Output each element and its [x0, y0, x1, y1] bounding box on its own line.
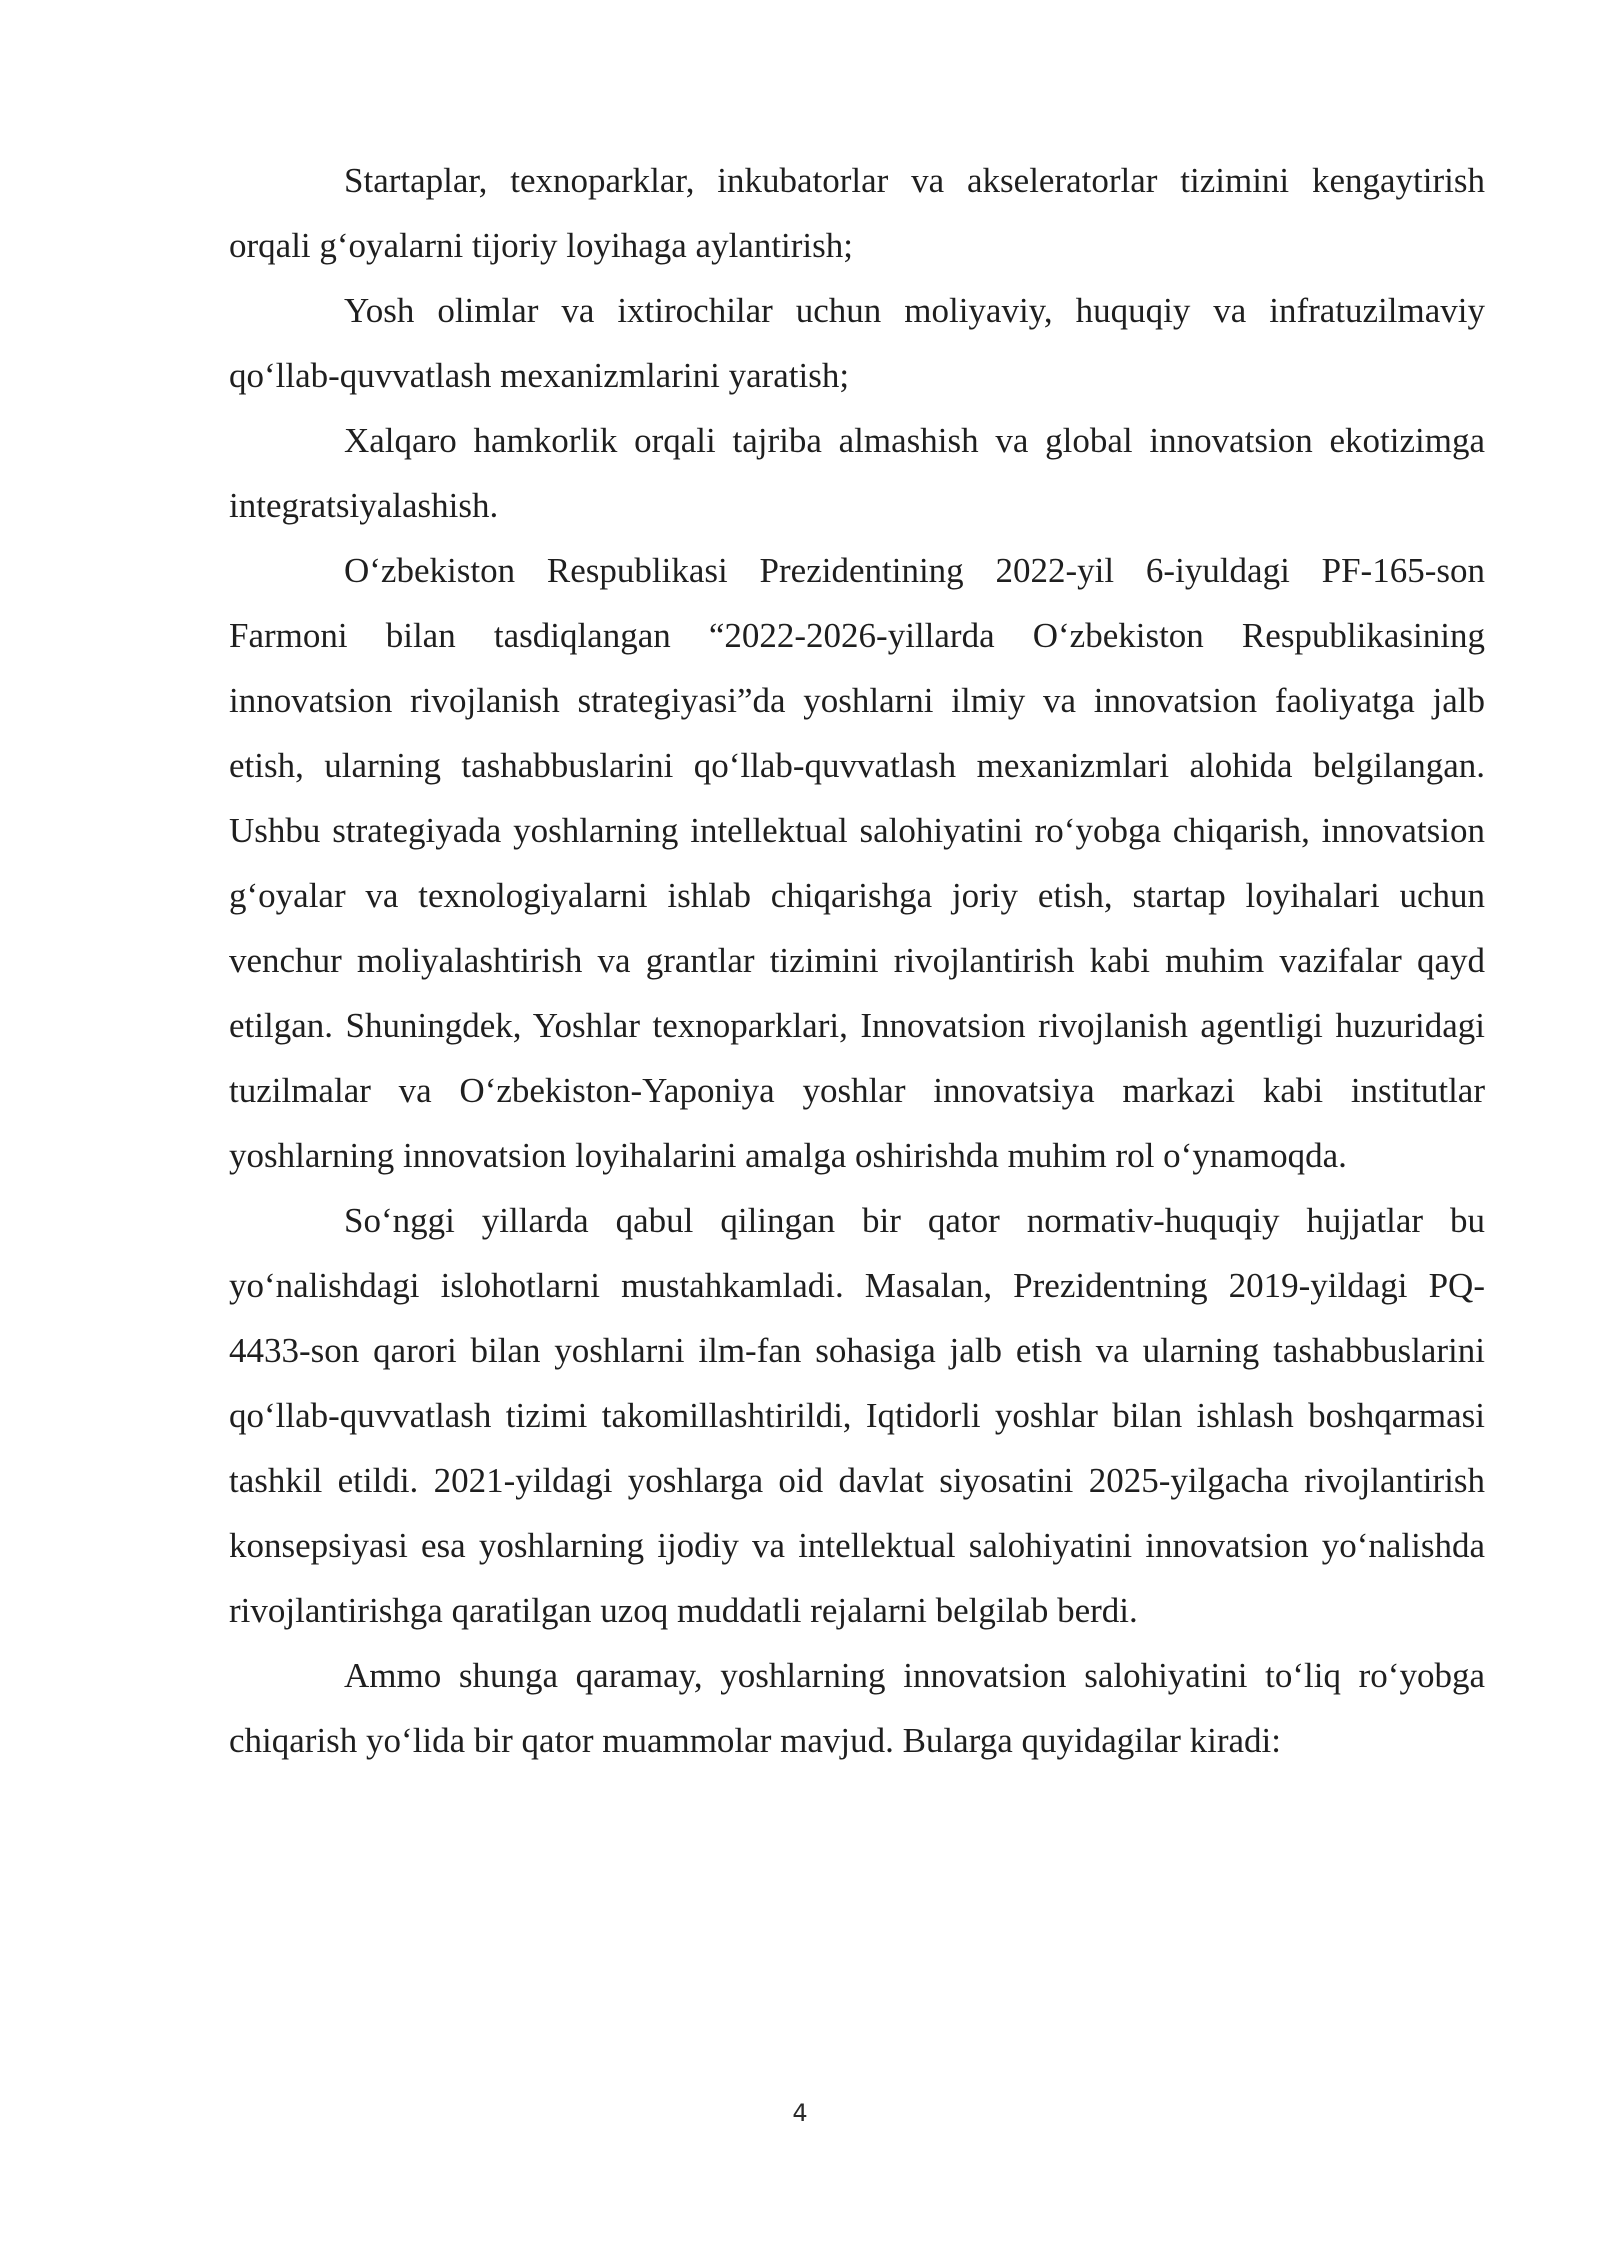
paragraph-legal-acts: So‘nggi yillarda qabul qilingan bir qator normativ-huquqiy hujjatlar bu yo‘nalishdagi islohotlarni mustahkamladi. Masalan, Prezidentning 2019-yildagi PQ-4433-son qarori bilan yoshlarni ilm-fan sohasiga jalb etish va ularning tashabbuslarini qo‘llab-quvvatlash tizimi takomillashtirildi, Iqtidorli yoshlar bilan ishlash boshqarmasi tashkil etildi. 2021-yildagi yoshlarga oid davlat siyosatini 2025-yilgacha rivojlantirish konsepsiyasi esa yoshlarning ijodiy va intellektual salohiyatini innovatsion yo‘nalishda rivojlantirishga qaratilgan uzoq muddatli rejalarni belgilab berdi.: [229, 1201, 1485, 1630]
paragraph-innovation-strategy: O‘zbekiston Respublikasi Prezidentining 2022-yil 6-iyuldagi PF-165-son Farmoni bilan tasdiqlangan “2022-2026-yillarda O‘zbekiston Respublikasining innovatsion rivojlanish strategiyasi”da yoshlarni ilmiy va innovatsion faoliyatga jalb etish, ularning tashabbuslarini qo‘llab-quvvatlash mexanizmlari alohida belgilangan. Ushbu strategiyada yoshlarning intellektual salohiyatini ro‘yobga chiqarish, innovatsion g‘oyalar va texnologiyalarni ishlab chiqarishga joriy etish, startap loyihalari uchun venchur moliyalashtirish va grantlar tizimini rivojlantirish kabi muhim vazifalar qayd etilgan. Shuningdek, Yoshlar texnoparklari, Innovatsion rivojlanish agentligi huzuridagi tuzilmalar va O‘zbekiston-Yaponiya yoshlar innovatsiya markazi kabi institutlar yoshlarning innovatsion loyihalarini amalga oshirishda muhim rol o‘ynamoqda.: [229, 551, 1485, 1175]
paragraph-startups: Startaplar, texnoparklar, inkubatorlar va akseleratorlar tizimini kengaytirish orqali g‘oyalarni tijoriy loyihaga aylantirish;: [229, 161, 1485, 265]
page-number: 4: [792, 2099, 808, 2127]
body-text: [229, 148, 1485, 1773]
paragraph-problems-intro: Ammo shunga qaramay, yoshlarning innovatsion salohiyatini to‘liq ro‘yobga chiqarish yo‘lida bir qator muammolar mavjud. Bularga quyidagilar kiradi:: [229, 1656, 1485, 1760]
paragraph-young-scientists: Yosh olimlar va ixtirochilar uchun moliyaviy, huquqiy va infratuzilmaviy qo‘llab-quvvatlash mexanizmlarini yaratish;: [229, 291, 1485, 395]
paragraph-international-cooperation: Xalqaro hamkorlik orqali tajriba almashish va global innovatsion ekotizimga integratsiyalashish.: [229, 421, 1485, 525]
